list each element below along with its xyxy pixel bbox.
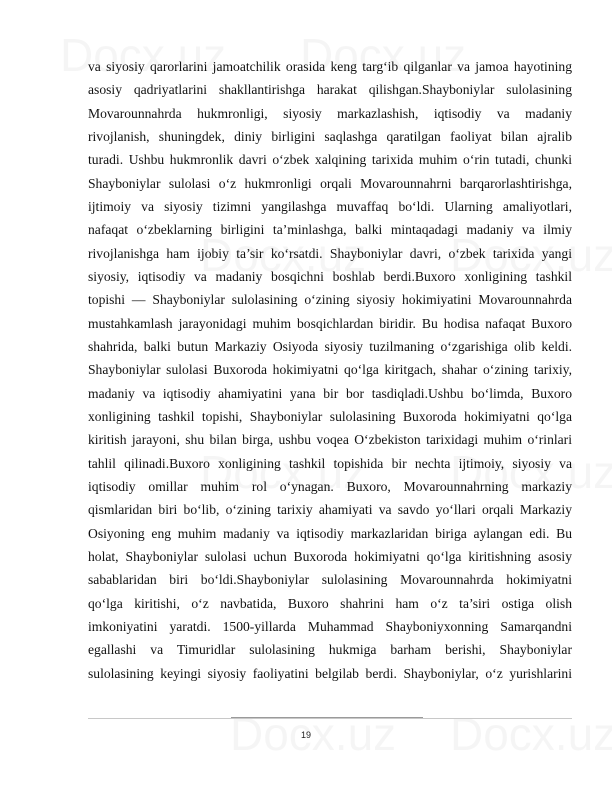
text-line: qismlaridan biri bo‘lib, o‘zining tarixiy ahamiyati va savdo yo‘llari orqali Markaziy — [88, 502, 572, 518]
text-line: Shayboniylar sulolasi o‘z hukmronligi orqali Movarounnahrni barqarorlashtirishga, — [88, 175, 572, 191]
text-line: Movarounnahrda hukmronligi, siyosiy markazlashish, iqtisodiy va madaniy — [88, 105, 572, 121]
text-line: egallashi va Timuridlar sulolasining hukmiga barham berishi, Shayboniylar — [88, 642, 572, 658]
text-line: madaniy va iqtisodiy ahamiyatini yana bir bor tasdiqladi.Ushbu bo‘limda, Buxoro — [88, 385, 572, 401]
text-line: va siyosiy qarorlarini jamoatchilik orasida keng targ‘ib qilganlar va jamoa hayotining — [88, 59, 572, 74]
footer-divider — [88, 718, 572, 719]
text-line: holat, Shayboniylar sulolasi uchun Buxoroda hokimiyatni qo‘lga kiritishning asosiy — [88, 548, 572, 564]
footer-divider-center — [231, 717, 423, 718]
text-line: Shayboniylar sulolasi Buxoroda hokimiyatni qo‘lga kiritgach, shahar o‘zining tarixiy, — [88, 362, 572, 378]
text-line: sabablaridan biri bo‘ldi.Shayboniylar sulolasining Movarounnahrda hokimiyatni — [88, 572, 572, 588]
text-line: xonligining tashkil topishi, Shayboniylar sulolasining Buxoroda hokimiyatni qo‘lga — [88, 408, 572, 424]
text-line: nafaqat o‘zbeklarning birligini ta’minlashga, balki mintaqadagi madaniy va ilmiy — [88, 222, 572, 238]
text-line: topishi — Shayboniylar sulolasining o‘zining siyosiy hokimiyatini Movarounnahrda — [88, 292, 572, 308]
text-line: rivojlanishga ham ijobiy ta’sir ko‘rsatdi. Shayboniylar davri, o‘zbek tarixida yangi — [88, 245, 572, 261]
text-line: sulolasining keyingi siyosiy faoliyatini belgilab berdi. Shayboniylar, o‘z yurishlarini — [88, 665, 572, 681]
text-line: iqtisodiy omillar muhim rol o‘ynagan. Buxoro, Movarounnahrning markaziy — [88, 478, 572, 494]
text-line: shahrida, balki butun Markaziy Osiyoda siyosiy tuzilmaning o‘zgarishiga olib keldi. — [88, 338, 572, 354]
text-line: imkoniyatini yaratdi. 1500-yillarda Muhammad Shayboniyxonning Samarqandni — [88, 618, 572, 634]
text-line: siyosiy, iqtisodiy va madaniy bosqichni boshlab berdi.Buxoro xonligining tashkil — [88, 268, 572, 284]
text-line: rivojlanish, shuningdek, diniy birligini saqlashga qaratilgan faoliyat bilan ajralib — [88, 128, 572, 144]
text-line: mustahkamlash jarayonidagi muhim bosqichlardan biridir. Bu hodisa nafaqat Buxoro — [88, 315, 572, 331]
page-number: 19 — [300, 730, 311, 740]
text-line: ijtimoiy va siyosiy tizimni yangilashga muvaffaq bo‘ldi. Ularning amaliyotlari, — [88, 198, 572, 214]
text-line: Osiyoning eng muhim madaniy va iqtisodiy markazlaridan biriga aylangan edi. Bu — [88, 525, 572, 541]
body-paragraph — [88, 55, 572, 685]
text-line: tahlil qilinadi.Buxoro xonligining tashkil topishida bir nechta ijtimoiy, siyosiy va — [88, 455, 572, 471]
text-line: turadi. Ushbu hukmronlik davri o‘zbek xalqining tarixida muhim o‘rin tutadi, chunki — [88, 152, 572, 168]
text-line: qo‘lga kiritishi, o‘z navbatida, Buxoro shahrini ham o‘z ta’siri ostiga olish — [88, 595, 572, 611]
text-line: kiritish jarayoni, shu bilan birga, ushbu voqea O‘zbekiston tarixidagi muhim o‘rinlari — [88, 432, 572, 448]
text-line: asosiy qadriyatlarini shakllantirishga harakat qilishgan.Shayboniylar sulolasining — [88, 82, 572, 98]
